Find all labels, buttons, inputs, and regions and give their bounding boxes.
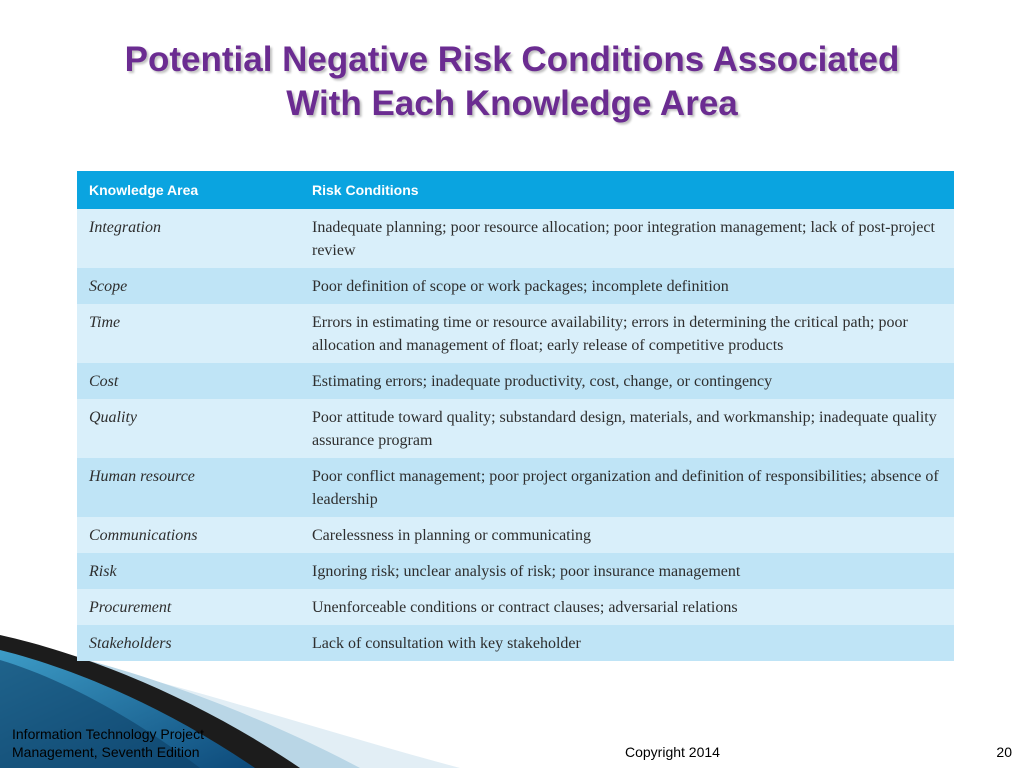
column-header-knowledge-area: Knowledge Area (77, 171, 300, 209)
knowledge-area-cell: Quality (77, 399, 300, 458)
risk-conditions-cell: Inadequate planning; poor resource allocation; poor integration management; lack of post-project review (300, 209, 954, 268)
table-row (77, 304, 954, 363)
knowledge-area-cell: Scope (77, 268, 300, 304)
title-line-2: With Each Knowledge Area (286, 84, 738, 123)
knowledge-area-cell: Integration (77, 209, 300, 268)
table-row (77, 458, 954, 517)
table-row (77, 625, 954, 661)
column-header-risk-conditions: Risk Conditions (300, 171, 954, 209)
risk-conditions-table (77, 171, 954, 661)
table-row (77, 268, 954, 304)
table-row (77, 589, 954, 625)
risk-conditions-cell: Lack of consultation with key stakeholder (300, 625, 954, 661)
footer-source (12, 725, 204, 761)
table-row (77, 553, 954, 589)
knowledge-area-cell: Human resource (77, 458, 300, 517)
knowledge-area-cell: Procurement (77, 589, 300, 625)
footer-source-line-1: Information Technology Project (12, 726, 204, 742)
footer-source-line-2: Management, Seventh Edition (12, 744, 200, 760)
title-line-1: Potential Negative Risk Conditions Associated (124, 40, 900, 79)
knowledge-area-cell: Cost (77, 363, 300, 399)
table-row (77, 363, 954, 399)
knowledge-area-cell: Stakeholders (77, 625, 300, 661)
risk-conditions-cell: Carelessness in planning or communicating (300, 517, 954, 553)
knowledge-area-cell: Time (77, 304, 300, 363)
risk-conditions-cell: Poor definition of scope or work packages; incomplete definition (300, 268, 954, 304)
table-row (77, 517, 954, 553)
slide-number: 20 (996, 744, 1012, 760)
table-row (77, 209, 954, 268)
footer-copyright: Copyright 2014 (625, 744, 720, 760)
table-row (77, 399, 954, 458)
slide-title (40, 38, 984, 126)
risk-conditions-cell: Poor attitude toward quality; substandard design, materials, and workmanship; inadequate quality assurance program (300, 399, 954, 458)
risk-conditions-cell: Estimating errors; inadequate productivity, cost, change, or contingency (300, 363, 954, 399)
table-header-row (77, 171, 954, 209)
risk-conditions-cell: Errors in estimating time or resource availability; errors in determining the critical path; poor allocation and management of float; early release of competitive products (300, 304, 954, 363)
risk-conditions-cell: Unenforceable conditions or contract clauses; adversarial relations (300, 589, 954, 625)
knowledge-area-cell: Risk (77, 553, 300, 589)
risk-conditions-cell: Ignoring risk; unclear analysis of risk; poor insurance management (300, 553, 954, 589)
risk-conditions-cell: Poor conflict management; poor project organization and definition of responsibilities; absence of leadership (300, 458, 954, 517)
knowledge-area-cell: Communications (77, 517, 300, 553)
